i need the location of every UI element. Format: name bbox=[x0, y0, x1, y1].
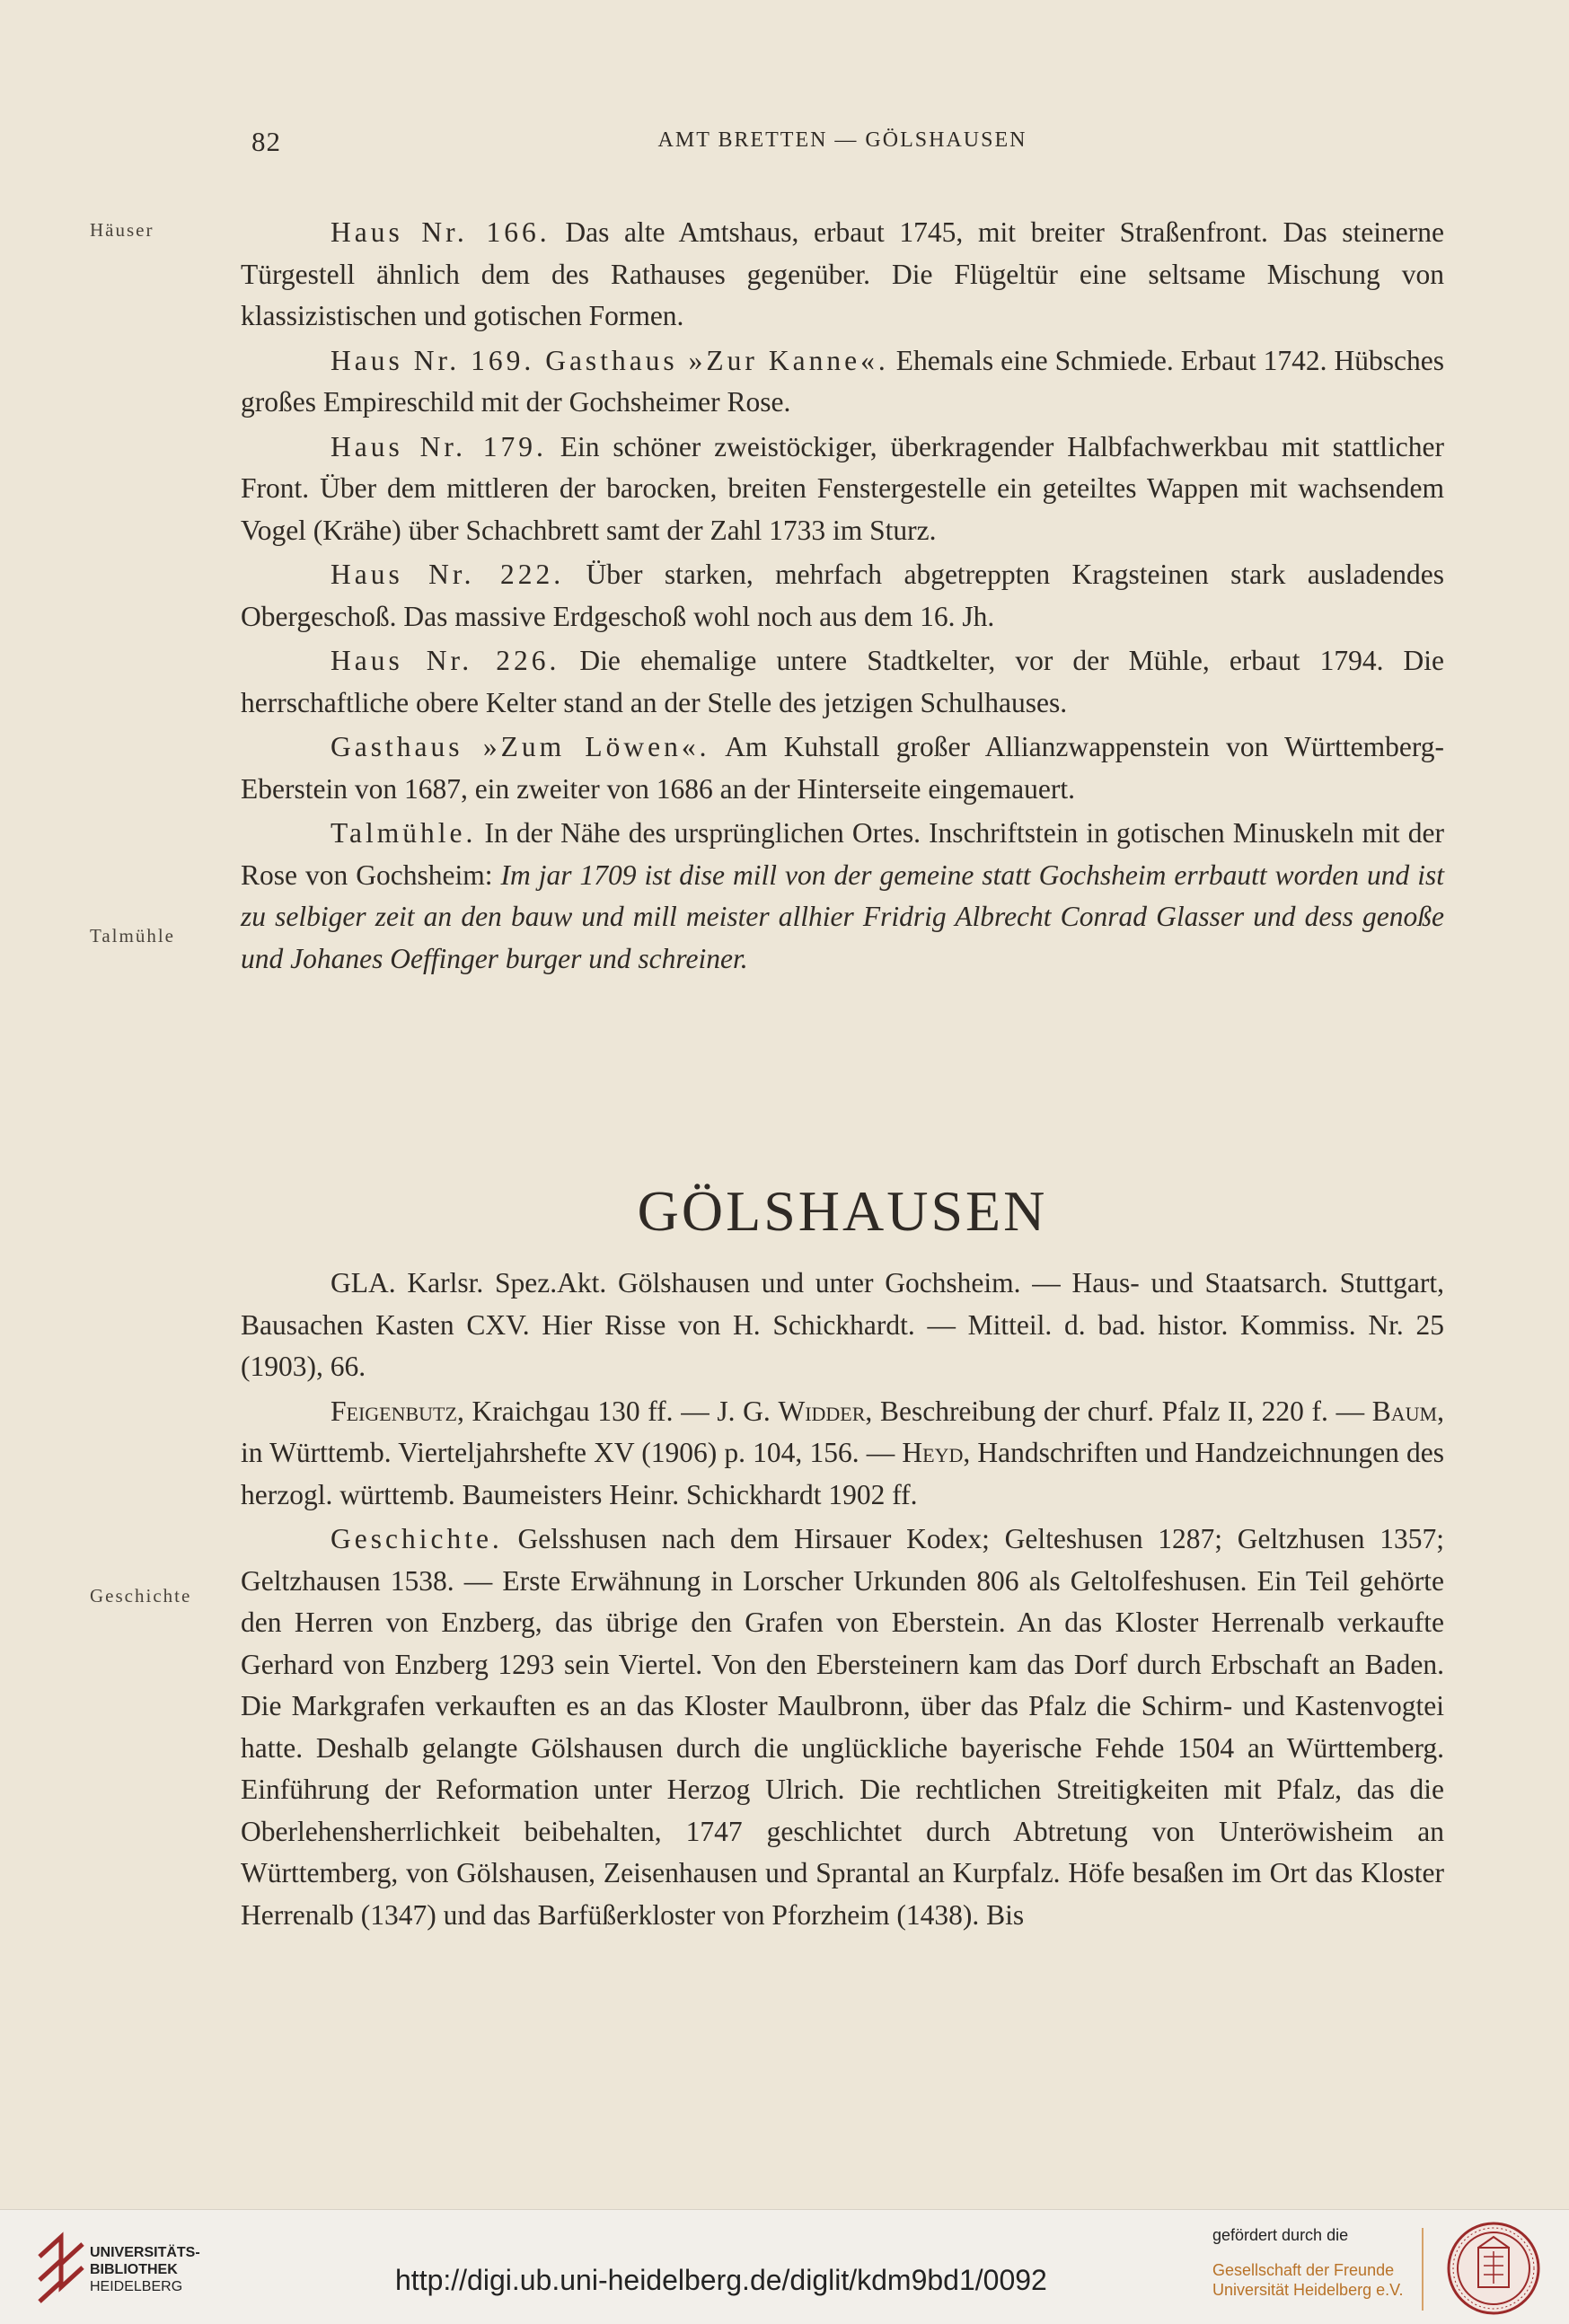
paragraph-haus-169: Haus Nr. 169. Gasthaus »Zur Kanne«. Ehemals eine Schmiede. Erbaut 1742. Hübsches großes Empireschild mit der Gochsheimer Rose. bbox=[241, 344, 1444, 418]
section-heading: GÖLSHAUSEN bbox=[637, 1179, 1048, 1243]
page-number: 82 bbox=[251, 126, 281, 157]
sponsor-name: Gesellschaft der Freunde Universität Heidelberg e.V. bbox=[1212, 2261, 1404, 2299]
library-name: UNIVERSITÄTS- BIBLIOTHEK HEIDELBERG bbox=[90, 2245, 200, 2294]
paragraph-haus-166: Haus Nr. 166. Das alte Amtshaus, erbaut 1745, mit breiter Straßenfront. Das steinerne Türgestell ähnlich dem des Rathauses gegenüber. Die Flügeltür eine seltsame Mischung von klassizistischen und gotischen Formen. bbox=[241, 216, 1444, 331]
margin-note-talmuehle: Talmühle bbox=[90, 925, 176, 946]
paragraph-lead: Haus Nr. 222. bbox=[331, 559, 565, 590]
margin-note-haeuser: Häuser bbox=[90, 219, 154, 241]
paragraph-literature: Feigenbutz, Kraichgau 130 ff. — J. G. Widder, Beschreibung der churf. Pfalz II, 220 f. — Baum, in Württemb. Vierteljahrshefte XV (1906) p. 104, 156. — Heyd, Handschriften und Handzeichnungen des herzogl. württemb. Baumeisters Heinr. Schickhardt 1902 ff. bbox=[241, 1395, 1444, 1510]
house-entries bbox=[241, 212, 1444, 982]
paragraph-lead: Haus Nr. 226. bbox=[331, 645, 560, 676]
paragraph-lead: Haus Nr. 169. Gasthaus »Zur Kanne«. bbox=[331, 344, 889, 376]
paragraph-haus-179: Haus Nr. 179. Ein schöner zweistöckiger, überkragender Halbfachwerkbau mit stattlicher Front. Über dem mittleren der barocken, breiten Fenstergestelle ein geteiltes Wappen mit wachsendem Vogel (Krähe) über Schachbrett samt der Zahl 1733 im Sturz. bbox=[241, 430, 1444, 546]
sponsor-note: gefördert durch die bbox=[1212, 2226, 1349, 2244]
library-logo-icon bbox=[34, 2230, 93, 2305]
permalink-url[interactable]: http://digi.ub.uni-heidelberg.de/diglit/kdm9bd1/0092 bbox=[395, 2264, 1047, 2296]
paragraph-haus-226: Haus Nr. 226. Die ehemalige untere Stadtkelter, vor der Mühle, erbaut 1794. Die herrschaftliche obere Kelter stand an der Stelle des jetzigen Schulhauses. bbox=[241, 645, 1444, 718]
author-name: Feigenbutz bbox=[331, 1395, 457, 1427]
paragraph-gasthaus-loewen: Gasthaus »Zum Löwen«. Am Kuhstall großer Allianzwappenstein von Württemberg-Eberstein von 1687, ein zweiter von 1686 an der Hinterseite eingemauert. bbox=[241, 731, 1444, 805]
section-goelshausen bbox=[241, 1178, 1444, 1245]
author-name: Widder bbox=[778, 1395, 866, 1427]
paragraph-lead: Haus Nr. 166. bbox=[331, 216, 551, 248]
paragraph-geschichte: Geschichte. Gelsshusen nach dem Hirsauer Kodex; Gelteshusen 1287; Geltzhusen 1357; Geltzhausen 1538. — Erste Erwähnung in Lorscher Urkunden 806 als Geltolfeshusen. Ein Teil gehörte den Herren von Enzberg, das übrige den Grafen von Eberstein. An das Kloster Herrenalb verkaufte Gerhard von Enzberg 1293 sein Viertel. Von den Ebersteinern kam das Dorf durch Erbschaft an Baden. Die Markgrafen verkauften es an das Kloster Maulbronn, über das Pfalz die Schirm- und Kastenvogtei hatte. Deshalb gelangte Gölshausen durch die unglückliche bayerische Fehde 1504 an Württemberg. Einführung der Reformation unter Herzog Ulrich. Die rechtlichen Streitigkeiten mit Pfalz, das die Oberlehensherrlichkeit beibehalten, 1747 geschlichtet durch Abtretung von Unteröwisheim an Württemberg, von Gölshausen, Zeisenhausen und Sprantal an Kurpfalz. Höfe besaßen im Ort das Kloster Herrenalb (1347) und das Barfüßerkloster von Pforzheim (1438). Bis bbox=[241, 1523, 1444, 1931]
running-header bbox=[241, 126, 1444, 162]
footer-divider bbox=[1422, 2228, 1424, 2311]
paragraph-lead: Geschichte. bbox=[331, 1523, 503, 1554]
inscription-text: Im jar 1709 ist dise mill von der gemeine statt Gochsheim errbautt worden und ist zu selbiger zeit an den bauw und mill meister allhier Fridrig Albrecht Conrad Glasser und dess genoße und Johanes Oeffinger burger und schreiner. bbox=[241, 858, 1444, 974]
paragraph-lead: Haus Nr. 179. bbox=[331, 430, 547, 462]
paragraph-sources: GLA. Karlsr. Spez.Akt. Gölshausen und unter Gochsheim. — Haus- und Staatsarch. Stuttgart, Bausachen Kasten CXV. Hier Risse von H. Schickhardt. — Mitteil. d. bad. histor. Kommiss. Nr. 25 (1903), 66. bbox=[241, 1267, 1444, 1382]
paragraph-lead: Gasthaus »Zum Löwen«. bbox=[331, 731, 710, 762]
goelshausen-entries bbox=[241, 1263, 1444, 1939]
paragraph-lead: Talmühle. bbox=[331, 817, 477, 849]
digitization-footer bbox=[0, 2209, 1569, 2324]
author-name: Heyd bbox=[902, 1437, 964, 1468]
running-title: AMT BRETTEN — GÖLSHAUSEN bbox=[657, 128, 1027, 152]
paragraph-talmuehle: Talmühle. In der Nähe des ursprünglichen Ortes. Inschriftstein in gotischen Minuskeln mit der Rose von Gochsheim: Im jar 1709 ist dise mill von der gemeine statt Gochsheim errbautt worden und ist zu selbiger zeit an den bauw und mill meister allhier Fridrig Albrecht Conrad Glasser und dess genoße und Johanes Oeffinger burger und schreiner. bbox=[241, 817, 1444, 974]
paragraph-haus-222: Haus Nr. 222. Über starken, mehrfach abgetreppten Kragsteinen stark ausladendes Obergeschoß. Das massive Erdgeschoß wohl noch aus dem 16. Jh. bbox=[241, 559, 1444, 632]
margin-note-geschichte: Geschichte bbox=[90, 1585, 192, 1607]
university-seal-icon bbox=[1446, 2221, 1541, 2316]
author-name: Baum bbox=[1371, 1395, 1438, 1427]
